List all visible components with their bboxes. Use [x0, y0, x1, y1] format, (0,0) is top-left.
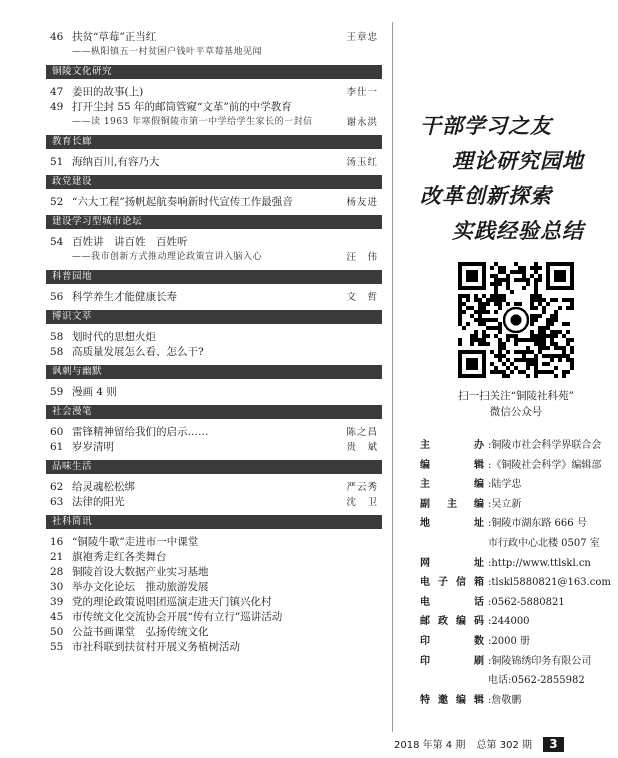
article-title: 市传统文化交流协会开展“传有立行”巡讲活动	[72, 611, 283, 623]
article-author: 文 哲	[346, 292, 378, 303]
article-title: 百姓讲 讲百姓 百姓听	[72, 236, 188, 248]
article-author: 王章忠	[346, 32, 378, 43]
section-header: 品味生活	[46, 460, 382, 474]
publication-row	[418, 671, 614, 691]
slogan-line-4: 实践经验总结	[452, 218, 584, 243]
column-divider	[392, 22, 393, 732]
page-footer	[394, 736, 564, 752]
publication-row	[418, 593, 614, 613]
publication-value: :tlskl5880821@163.com	[488, 577, 611, 589]
article-author: 谢永洪	[346, 117, 378, 128]
publication-label: 特邀编辑	[420, 694, 484, 706]
toc-subtitle-row	[46, 250, 382, 265]
publication-value: :詹敬鹏	[488, 694, 522, 706]
toc-entry[interactable]	[46, 595, 382, 610]
article-title: 海纳百川,有容乃大	[72, 156, 160, 168]
article-author: 杨友进	[346, 197, 378, 208]
article-title: 市社科联到扶贫村开展义务植树活动	[72, 641, 240, 653]
article-title: 旗袍秀走红各类舞台	[72, 551, 167, 563]
page-ref: 58	[50, 331, 64, 343]
article-title: 雷锋精神留给我们的启示……	[72, 426, 209, 438]
toc-subtitle-row	[46, 115, 382, 130]
article-title: 漫画 4 则	[72, 386, 117, 398]
article-title: 公益书画课堂 弘扬传统文化	[72, 626, 209, 638]
toc-entry[interactable]	[46, 345, 382, 360]
article-subtitle: ——读 1963 年寒假铜陵市第一中学给学生家长的一封信	[72, 117, 313, 127]
publication-row	[418, 514, 614, 534]
publication-label: 编 辑	[420, 459, 484, 471]
toc-entry[interactable]	[46, 330, 382, 345]
article-title: 打开尘封 55 年的邮筒管窥“文革”前的中学教育	[72, 101, 292, 113]
page-ref: 16	[50, 536, 64, 548]
publication-label: 主 办	[420, 440, 484, 451]
article-author: 陈之昌	[346, 427, 378, 438]
publication-row	[418, 475, 614, 495]
publication-label: 副 主 编	[420, 498, 484, 510]
toc-entry[interactable]	[46, 235, 382, 250]
qr-code-icon[interactable]	[458, 262, 574, 378]
article-title: 姜田的故事(上)	[72, 86, 144, 98]
toc-entry[interactable]	[46, 625, 382, 640]
slogan-line-1: 干部学习之友	[420, 113, 552, 138]
publication-value: :2000 册	[488, 635, 530, 647]
publication-value: :《铜陵社会科学》编辑部	[488, 459, 602, 471]
article-title: 党的理论政策说唱团巡演走进天门镇兴化村	[72, 596, 272, 608]
publication-row	[418, 573, 614, 593]
page-ref: 54	[50, 236, 64, 248]
toc-entry[interactable]	[46, 495, 382, 510]
table-of-contents	[46, 30, 382, 655]
page-ref: 58	[50, 346, 64, 358]
toc-entry[interactable]	[46, 580, 382, 595]
publication-value: 电话:0562-2855982	[488, 675, 585, 687]
article-subtitle: ——枞阳镇五一村贫困户钱叶平草莓基地见闻	[72, 47, 263, 57]
page-ref: 45	[50, 611, 64, 623]
toc-entry[interactable]	[46, 195, 382, 210]
toc-entry[interactable]	[46, 155, 382, 170]
section-header: 教育长廊	[46, 135, 382, 149]
qr-caption-line-1: 扫一扫关注“铜陵社科苑”	[458, 390, 574, 402]
article-author: 李仕一	[346, 87, 378, 98]
toc-entry[interactable]	[46, 290, 382, 305]
toc-entry[interactable]	[46, 30, 382, 45]
publication-row	[418, 554, 614, 574]
page-ref: 47	[50, 86, 64, 98]
issue-label: 2018 年第 4 期	[394, 740, 466, 751]
publication-label: 邮政编码	[420, 616, 484, 628]
publication-row	[418, 495, 614, 515]
publication-label: 网 址	[420, 557, 484, 569]
publication-label: 印 数	[420, 635, 484, 647]
section-header: 科普园地	[46, 270, 382, 284]
toc-entry[interactable]	[46, 85, 382, 100]
article-title: 扶贫“草莓”正当红	[72, 31, 157, 43]
publication-label: 印 刷	[420, 655, 484, 667]
article-title: 岁岁清明	[72, 441, 114, 453]
publication-value: :铜陵市湖东路 666 号	[488, 518, 587, 530]
article-title: 高质量发展怎么看、怎么干?	[72, 346, 204, 358]
qr-caption	[422, 388, 610, 420]
toc-subtitle-row	[46, 45, 382, 60]
toc-entry[interactable]	[46, 550, 382, 565]
publication-label: 电子信箱	[420, 577, 484, 589]
publication-row	[418, 652, 614, 672]
publication-label: 电 话	[420, 596, 484, 608]
article-title: 给灵魂松松绑	[72, 481, 135, 493]
toc-entry[interactable]	[46, 565, 382, 580]
article-author: 贵 斌	[346, 442, 378, 453]
article-author: 汪 伟	[346, 252, 378, 263]
article-title: 科学养生才能健康长寿	[72, 291, 177, 303]
publication-row	[418, 456, 614, 476]
article-title: “铜陵牛歌”走进市一中课堂	[72, 536, 199, 548]
page-ref: 28	[50, 566, 64, 578]
toc-entry[interactable]	[46, 640, 382, 655]
article-title: 划时代的思想火炬	[72, 331, 156, 343]
toc-entry[interactable]	[46, 535, 382, 550]
slogan-line-3: 改革创新探索	[420, 183, 552, 208]
publication-value: :吴立新	[488, 498, 522, 510]
article-title: 铜陵首设大数据产业实习基地	[72, 566, 209, 578]
article-author: 沈 卫	[346, 497, 378, 508]
slogan-line-2: 理论研究园地	[452, 148, 584, 173]
page-ref: 39	[50, 596, 64, 608]
publication-value: :陆学忠	[488, 479, 522, 491]
toc-entry[interactable]	[46, 385, 382, 400]
page-ref: 55	[50, 641, 64, 653]
section-header: 博识文萃	[46, 310, 382, 324]
toc-entry[interactable]	[46, 610, 382, 625]
publication-info	[418, 436, 614, 710]
article-title: 法律的阳光	[72, 496, 125, 508]
page-ref: 60	[50, 426, 64, 438]
page-ref: 63	[50, 496, 64, 508]
section-header: 社会漫笔	[46, 405, 382, 419]
article-author: 严云秀	[346, 482, 378, 493]
publication-value: 市行政中心北楼 0507 室	[488, 537, 600, 549]
publication-row	[418, 436, 614, 456]
page-ref: 56	[50, 291, 64, 303]
publication-value: :244000	[488, 616, 530, 628]
publication-value: :0562-5880821	[488, 596, 565, 608]
article-title: “六大工程”扬帆起航奏响新时代宣传工作最强音	[72, 196, 293, 208]
toc-entry[interactable]	[46, 440, 382, 455]
section-header: 铜陵文化研究	[46, 65, 382, 79]
total-issue-label: 总第 302 期	[476, 740, 532, 751]
toc-entry[interactable]	[46, 100, 382, 115]
publication-row	[418, 534, 614, 554]
publication-value: :铜陵锦绣印务有限公司	[488, 655, 592, 667]
page-ref: 21	[50, 551, 64, 563]
article-author: 汤玉红	[346, 157, 378, 168]
publication-row	[418, 691, 614, 711]
section-header: 建设学习型城市论坛	[46, 215, 382, 229]
toc-entry[interactable]	[46, 425, 382, 440]
toc-entry[interactable]	[46, 480, 382, 495]
publication-value: :铜陵市社会科学界联合会	[488, 440, 602, 451]
article-subtitle: ——我市创新方式推动理论政策宣讲入脑入心	[72, 252, 263, 262]
page-ref: 51	[50, 156, 64, 168]
page-ref: 61	[50, 441, 64, 453]
publication-row	[418, 632, 614, 652]
page-ref: 50	[50, 626, 64, 638]
page-ref: 30	[50, 581, 64, 593]
section-header: 政党建设	[46, 175, 382, 189]
page-number: 3	[543, 737, 563, 752]
page-ref: 46	[50, 31, 64, 43]
publication-value: :http://www.ttlskl.cn	[488, 557, 591, 569]
section-header: 社科简讯	[46, 515, 382, 529]
publication-row	[418, 612, 614, 632]
page-ref: 59	[50, 386, 64, 398]
page-ref: 62	[50, 481, 64, 493]
section-header: 讽刺与幽默	[46, 365, 382, 379]
page-ref: 49	[50, 101, 64, 113]
publication-label: 主 编	[420, 479, 484, 491]
qr-caption-line-2: 微信公众号	[489, 406, 543, 418]
slogan-block	[420, 108, 610, 248]
article-title: 举办文化论坛 推动旅游发展	[72, 581, 209, 593]
publication-label: 地 址	[420, 518, 484, 530]
page-ref: 52	[50, 196, 64, 208]
